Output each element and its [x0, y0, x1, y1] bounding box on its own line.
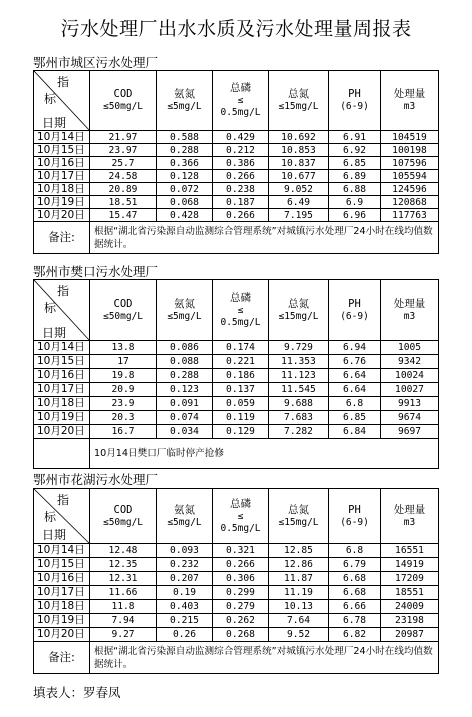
header-ph — [329, 489, 381, 544]
tn-cell: 7.64 — [269, 614, 329, 628]
volume-cell: 17209 — [381, 572, 439, 586]
cod-cell: 12.35 — [90, 558, 157, 572]
tn-cell: 11.353 — [269, 355, 329, 369]
date-cell: 10月20日 — [34, 209, 90, 222]
nh3-cell: 0.074 — [157, 411, 213, 425]
ph-cell: 6.84 — [329, 425, 381, 439]
table-row — [34, 600, 439, 614]
date-cell: 10月17日 — [34, 383, 90, 397]
header-tn-name: 总氮 — [288, 88, 309, 100]
header-tn-limit: ≤15mg/L — [278, 310, 319, 322]
header-nh3-limit: ≤5mg/L — [167, 101, 202, 112]
table-row — [34, 144, 439, 157]
volume-cell: 100198 — [381, 144, 439, 157]
date-cell: 10月19日 — [34, 411, 90, 425]
table-row — [34, 341, 439, 355]
table-row — [34, 544, 439, 558]
volume-cell: 120868 — [381, 196, 439, 209]
tn-cell: 7.195 — [269, 209, 329, 222]
date-cell: 10月14日 — [34, 544, 90, 558]
nh3-cell: 0.19 — [157, 586, 213, 600]
cod-cell: 11.8 — [90, 600, 157, 614]
header-diagonal-cell — [34, 280, 90, 341]
tp-cell: 0.059 — [213, 397, 269, 411]
header-tp-limit: 0.5mg/L — [220, 107, 261, 118]
volume-cell: 16551 — [381, 544, 439, 558]
header-ph-name: PH — [348, 503, 361, 516]
header-volume — [381, 71, 439, 131]
header-biao: 标 — [44, 510, 57, 524]
volume-cell: 9913 — [381, 397, 439, 411]
table-row — [34, 425, 439, 439]
header-tp-name: 总磷 — [230, 82, 251, 94]
table-row — [34, 558, 439, 572]
cod-cell: 24.58 — [90, 170, 157, 183]
header-tn — [269, 280, 329, 341]
tp-cell: 0.266 — [213, 170, 269, 183]
table-row — [34, 157, 439, 170]
tp-cell: 0.174 — [213, 341, 269, 355]
header-zhi: 指 — [57, 75, 70, 89]
nh3-cell: 0.086 — [157, 341, 213, 355]
header-volume-name: 处理量 — [393, 297, 426, 310]
volume-cell: 18551 — [381, 586, 439, 600]
header-tp-name: 总磷 — [230, 291, 251, 304]
header-cod-name: COD — [113, 297, 133, 310]
tn-cell: 10.837 — [269, 157, 329, 170]
header-ph-name: PH — [348, 297, 361, 310]
tp-cell: 0.212 — [213, 144, 269, 157]
tp-cell: 0.268 — [213, 628, 269, 642]
nh3-cell: 0.26 — [157, 628, 213, 642]
tn-cell: 11.87 — [269, 572, 329, 586]
nh3-cell: 0.403 — [157, 600, 213, 614]
section-3-label: 鄂州市花湖污水处理厂 — [33, 472, 159, 487]
ph-cell: 6.94 — [329, 341, 381, 355]
ph-cell: 6.68 — [329, 572, 381, 586]
tn-cell: 11.545 — [269, 383, 329, 397]
ph-cell: 6.79 — [329, 558, 381, 572]
nh3-cell: 0.215 — [157, 614, 213, 628]
header-tn-limit: ≤15mg/L — [278, 516, 319, 528]
tn-cell: 11.19 — [269, 586, 329, 600]
cod-cell: 9.27 — [90, 628, 157, 642]
nh3-cell: 0.068 — [157, 196, 213, 209]
cod-cell: 20.3 — [90, 411, 157, 425]
cod-cell: 20.89 — [90, 183, 157, 196]
cod-cell: 25.7 — [90, 157, 157, 170]
date-cell: 10月14日 — [34, 341, 90, 355]
cod-cell: 12.48 — [90, 544, 157, 558]
cod-cell: 11.66 — [90, 586, 157, 600]
tn-cell: 7.683 — [269, 411, 329, 425]
tn-cell: 9.52 — [269, 628, 329, 642]
tn-cell: 6.49 — [269, 196, 329, 209]
header-cod-name: COD — [113, 88, 133, 100]
ph-cell: 6.64 — [329, 369, 381, 383]
table-row — [34, 614, 439, 628]
header-zhi: 指 — [57, 493, 70, 507]
note-label: 备注: — [34, 642, 90, 674]
tp-cell: 0.262 — [213, 614, 269, 628]
cod-cell: 20.9 — [90, 383, 157, 397]
header-tn — [269, 71, 329, 131]
tn-cell: 12.85 — [269, 544, 329, 558]
header-tn-name: 总氮 — [288, 503, 309, 516]
header-cod-limit: ≤50mg/L — [102, 310, 144, 322]
tn-cell: 10.853 — [269, 144, 329, 157]
date-cell: 10月15日 — [34, 144, 90, 157]
nh3-cell: 0.034 — [157, 425, 213, 439]
cod-cell: 23.9 — [90, 397, 157, 411]
header-ph-range: (6-9) — [340, 101, 369, 112]
date-cell: 10月16日 — [34, 157, 90, 170]
header-biao: 标 — [44, 301, 57, 315]
date-cell: 10月15日 — [34, 558, 90, 572]
date-cell: 10月18日 — [34, 183, 90, 196]
volume-cell: 105594 — [381, 170, 439, 183]
report-title: 污水处理厂出水水质及污水处理量周报表 — [60, 18, 412, 40]
header-ph-name: PH — [348, 88, 361, 100]
table-row — [34, 628, 439, 642]
header-tn-name: 总氮 — [288, 297, 309, 310]
cod-cell: 19.8 — [90, 369, 157, 383]
header-nh3-name: 氨氮 — [174, 297, 195, 310]
date-cell: 10月19日 — [34, 196, 90, 209]
table-row — [34, 397, 439, 411]
header-tn — [269, 489, 329, 544]
ph-cell: 6.85 — [329, 411, 381, 425]
table-row — [34, 572, 439, 586]
volume-cell: 20987 — [381, 628, 439, 642]
nh3-cell: 0.093 — [157, 544, 213, 558]
header-tp-name: 总磷 — [230, 497, 251, 510]
date-cell: 10月20日 — [34, 425, 90, 439]
tp-cell: 0.299 — [213, 586, 269, 600]
ph-cell: 6.66 — [329, 600, 381, 614]
tn-cell: 11.123 — [269, 369, 329, 383]
date-cell: 10月20日 — [34, 628, 90, 642]
header-volume-name: 处理量 — [393, 88, 426, 100]
header-cod-limit: ≤50mg/L — [102, 101, 144, 112]
note-row — [34, 439, 439, 469]
date-cell: 10月14日 — [34, 131, 90, 144]
table-row — [34, 183, 439, 196]
tp-cell: 0.386 — [213, 157, 269, 170]
nh3-cell: 0.072 — [157, 183, 213, 196]
header-diagonal-cell — [34, 71, 90, 131]
header-tp — [213, 71, 269, 131]
nh3-cell: 0.428 — [157, 209, 213, 222]
nh3-cell: 0.232 — [157, 558, 213, 572]
tp-cell: 0.238 — [213, 183, 269, 196]
header-tp-limit: 0.5mg/L — [220, 522, 261, 534]
header-tp-le: ≤ — [237, 95, 244, 106]
tn-cell: 9.052 — [269, 183, 329, 196]
tn-cell: 10.677 — [269, 170, 329, 183]
date-cell: 10月19日 — [34, 614, 90, 628]
ph-cell: 6.9 — [329, 196, 381, 209]
header-ph-range: (6-9) — [340, 516, 369, 528]
date-cell: 10月16日 — [34, 369, 90, 383]
table-row — [34, 411, 439, 425]
section-1-table — [33, 70, 439, 254]
date-cell: 10月17日 — [34, 586, 90, 600]
tp-cell: 0.266 — [213, 558, 269, 572]
tp-cell: 0.187 — [213, 196, 269, 209]
date-cell: 10月17日 — [34, 170, 90, 183]
header-nh3-limit: ≤5mg/L — [167, 310, 202, 322]
ph-cell: 6.89 — [329, 170, 381, 183]
ph-cell: 6.96 — [329, 209, 381, 222]
header-biao: 标 — [44, 92, 57, 106]
header-tn-limit: ≤15mg/L — [278, 101, 319, 112]
cod-cell: 18.51 — [90, 196, 157, 209]
table-row — [34, 131, 439, 144]
tp-cell: 0.266 — [213, 209, 269, 222]
ph-cell: 6.88 — [329, 183, 381, 196]
date-cell: 10月18日 — [34, 600, 90, 614]
ph-cell: 6.92 — [329, 144, 381, 157]
nh3-cell: 0.123 — [157, 383, 213, 397]
volume-cell: 9697 — [381, 425, 439, 439]
header-nh3-name: 氨氮 — [174, 503, 195, 516]
ph-cell: 6.8 — [329, 397, 381, 411]
ph-cell: 6.85 — [329, 157, 381, 170]
header-date: 日期 — [42, 528, 67, 542]
header-volume-unit: m3 — [403, 101, 416, 112]
header-ph — [329, 280, 381, 341]
header-tp-le: ≤ — [237, 304, 244, 316]
header-nh3 — [157, 489, 213, 544]
ph-cell: 6.82 — [329, 628, 381, 642]
table-row — [34, 369, 439, 383]
tn-cell: 9.729 — [269, 341, 329, 355]
tn-cell: 12.86 — [269, 558, 329, 572]
note-text: 根据“湖北省污染源自动监测综合管理系统”对城镇污水处理厂24小时在线均值数据统计。 — [90, 642, 439, 674]
tp-cell: 0.221 — [213, 355, 269, 369]
volume-cell: 24009 — [381, 600, 439, 614]
cod-cell: 7.94 — [90, 614, 157, 628]
note-text: 10月14日樊口厂临时停产抢修 — [90, 439, 439, 469]
table-row — [34, 170, 439, 183]
cod-cell: 13.8 — [90, 341, 157, 355]
tp-cell: 0.321 — [213, 544, 269, 558]
note-label: 备注: — [34, 222, 90, 254]
tp-cell: 0.119 — [213, 411, 269, 425]
cod-cell: 15.47 — [90, 209, 157, 222]
volume-cell: 124596 — [381, 183, 439, 196]
nh3-cell: 0.128 — [157, 170, 213, 183]
ph-cell: 6.8 — [329, 544, 381, 558]
tp-cell: 0.306 — [213, 572, 269, 586]
volume-cell: 10027 — [381, 383, 439, 397]
table-row — [34, 209, 439, 222]
nh3-cell: 0.288 — [157, 369, 213, 383]
header-volume — [381, 489, 439, 544]
table-row — [34, 586, 439, 600]
ph-cell: 6.76 — [329, 355, 381, 369]
header-cod — [90, 71, 157, 131]
tn-cell: 7.282 — [269, 425, 329, 439]
header-ph-range: (6-9) — [340, 310, 369, 322]
header-tp — [213, 489, 269, 544]
header-zhi: 指 — [57, 284, 70, 298]
volume-cell: 104519 — [381, 131, 439, 144]
ph-cell: 6.68 — [329, 586, 381, 600]
tp-cell: 0.429 — [213, 131, 269, 144]
cod-cell: 12.31 — [90, 572, 157, 586]
header-diagonal-cell — [34, 489, 90, 544]
cod-cell: 17 — [90, 355, 157, 369]
volume-cell: 9342 — [381, 355, 439, 369]
header-ph — [329, 71, 381, 131]
nh3-cell: 0.091 — [157, 397, 213, 411]
header-nh3 — [157, 71, 213, 131]
header-nh3 — [157, 280, 213, 341]
volume-cell: 10024 — [381, 369, 439, 383]
header-volume-name: 处理量 — [393, 503, 426, 516]
section-1-label: 鄂州市城区污水处理厂 — [33, 55, 159, 70]
date-cell: 10月16日 — [34, 572, 90, 586]
tp-cell: 0.137 — [213, 383, 269, 397]
header-volume-unit: m3 — [403, 516, 416, 528]
header-nh3-name: 氨氮 — [174, 88, 195, 100]
nh3-cell: 0.366 — [157, 157, 213, 170]
header-date: 日期 — [42, 116, 67, 130]
section-3-table — [33, 488, 439, 674]
filler-signature: 填表人：罗春凤 — [33, 685, 121, 700]
volume-cell: 1005 — [381, 341, 439, 355]
volume-cell: 23198 — [381, 614, 439, 628]
nh3-cell: 0.288 — [157, 144, 213, 157]
cod-cell: 16.7 — [90, 425, 157, 439]
header-date: 日期 — [42, 326, 67, 340]
header-volume-unit: m3 — [403, 310, 416, 322]
table-row — [34, 196, 439, 209]
nh3-cell: 0.088 — [157, 355, 213, 369]
header-tp — [213, 280, 269, 341]
header-cod — [90, 489, 157, 544]
header-cod — [90, 280, 157, 341]
section-2-table — [33, 279, 439, 469]
nh3-cell: 0.207 — [157, 572, 213, 586]
header-volume — [381, 280, 439, 341]
date-cell: 10月18日 — [34, 397, 90, 411]
tn-cell: 10.692 — [269, 131, 329, 144]
header-tp-le: ≤ — [237, 510, 244, 522]
date-cell: 10月15日 — [34, 355, 90, 369]
header-tp-limit: 0.5mg/L — [220, 316, 261, 328]
tp-cell: 0.279 — [213, 600, 269, 614]
tn-cell: 9.688 — [269, 397, 329, 411]
header-cod-name: COD — [113, 503, 133, 516]
volume-cell: 9674 — [381, 411, 439, 425]
tp-cell: 0.129 — [213, 425, 269, 439]
note-text: 根据“湖北省污染源自动监测综合管理系统”对城镇污水处理厂24小时在线均值数据统计。 — [90, 222, 439, 254]
header-nh3-limit: ≤5mg/L — [167, 516, 202, 528]
note-row — [34, 222, 439, 254]
cod-cell: 23.97 — [90, 144, 157, 157]
table-row — [34, 383, 439, 397]
volume-cell: 14919 — [381, 558, 439, 572]
tn-cell: 10.13 — [269, 600, 329, 614]
cod-cell: 21.97 — [90, 131, 157, 144]
section-2-label: 鄂州市樊口污水处理厂 — [33, 264, 159, 279]
table-row — [34, 355, 439, 369]
tp-cell: 0.186 — [213, 369, 269, 383]
header-cod-limit: ≤50mg/L — [102, 516, 144, 528]
volume-cell: 117763 — [381, 209, 439, 222]
note-label — [34, 439, 90, 469]
nh3-cell: 0.588 — [157, 131, 213, 144]
ph-cell: 6.64 — [329, 383, 381, 397]
ph-cell: 6.78 — [329, 614, 381, 628]
ph-cell: 6.91 — [329, 131, 381, 144]
volume-cell: 107596 — [381, 157, 439, 170]
note-row — [34, 642, 439, 674]
